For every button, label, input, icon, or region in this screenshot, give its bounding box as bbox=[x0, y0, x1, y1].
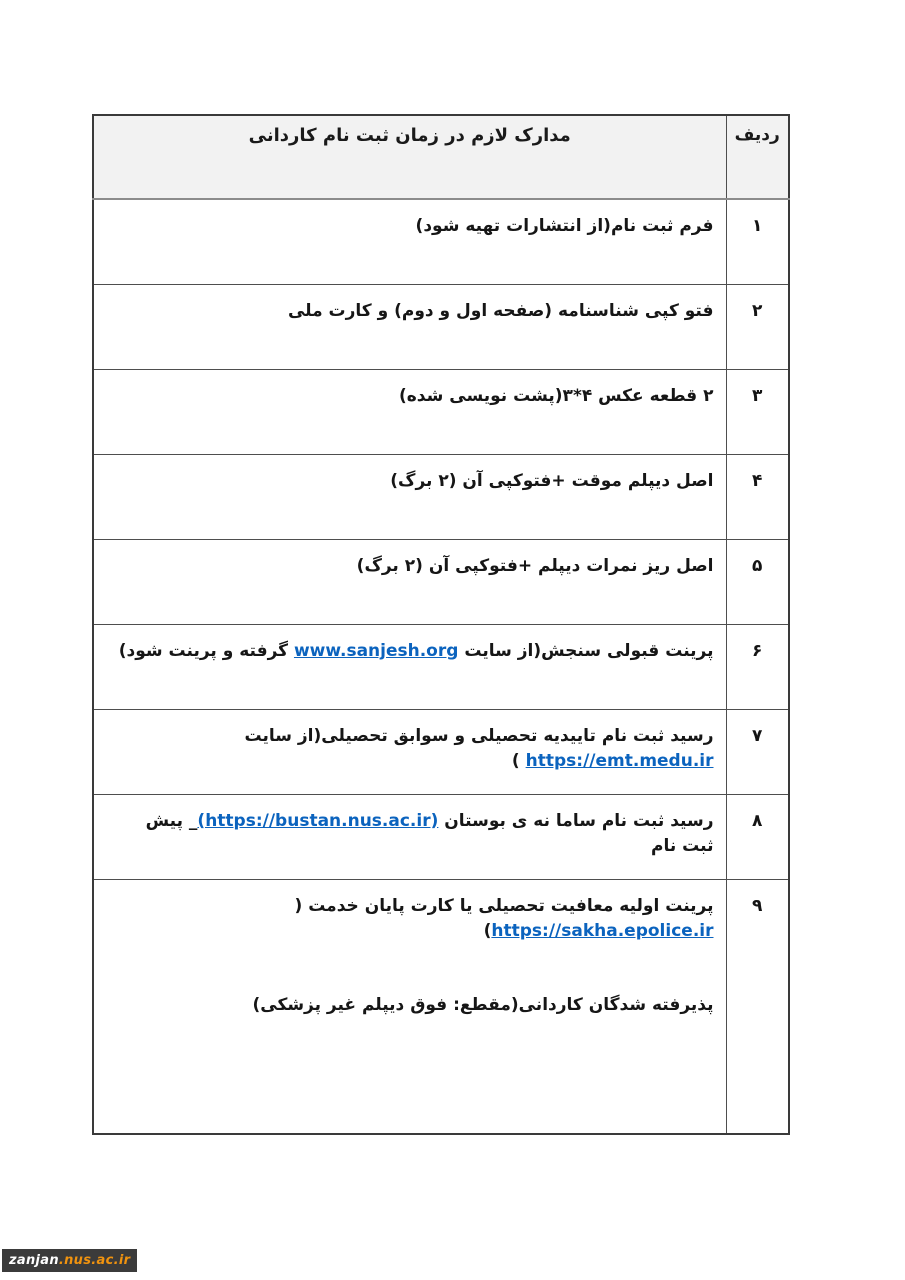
table-row bbox=[93, 369, 789, 454]
row-text bbox=[93, 879, 726, 1134]
row-text bbox=[93, 624, 726, 709]
row-text bbox=[93, 199, 726, 284]
row-number: ۲ bbox=[726, 284, 789, 369]
emt-medu-link[interactable]: https://emt.medu.ir bbox=[525, 751, 714, 771]
row-text-pre: رسید ثبت نام تاییدیه تحصیلی و سوابق تحصیلی(از سایت bbox=[244, 725, 714, 746]
table-row bbox=[93, 539, 789, 624]
row-text-line2: پذیرفته شدگان کاردانی(مقطع: فوق دیپلم غیر پزشکی) bbox=[252, 994, 714, 1015]
row-text bbox=[93, 454, 726, 539]
row-number: ۶ bbox=[726, 624, 789, 709]
header-documents-title: مدارک لازم در زمان ثبت نام کاردانی bbox=[93, 115, 726, 199]
table-header-row bbox=[93, 115, 789, 199]
row-text-pre: فتو کپی شناسنامه (صفحه اول و دوم) و کارت ملی bbox=[287, 300, 714, 321]
row-text-post: _ پیش ثبت نام bbox=[145, 810, 714, 856]
row-number: ۱ bbox=[726, 199, 789, 284]
table-row bbox=[93, 624, 789, 709]
required-documents-table bbox=[92, 114, 790, 1135]
row-number: ۹ bbox=[726, 879, 789, 1134]
row-number: ۷ bbox=[726, 709, 789, 794]
row-text-post: ) bbox=[511, 751, 526, 771]
header-row-number: ردیف bbox=[726, 115, 789, 199]
watermark-prefix: zanjan bbox=[9, 1253, 59, 1268]
row-text-pre: رسید ثبت نام ساما نه ی بوستان bbox=[438, 810, 714, 831]
table-row bbox=[93, 199, 789, 284]
row-text-pre: فرم ثبت نام(از انتشارات تهیه شود) bbox=[415, 216, 714, 236]
site-watermark bbox=[2, 1249, 137, 1272]
row-text bbox=[93, 539, 726, 624]
row-text-line1 bbox=[116, 894, 714, 945]
row-text-pre: اصل دیپلم موقت +فتوکپی آن (۲ برگ) bbox=[390, 470, 714, 491]
row-text-post: گرفته و پرینت شود) bbox=[118, 640, 294, 661]
row-text bbox=[93, 709, 726, 794]
row-number: ۵ bbox=[726, 539, 789, 624]
row-text-pre: ۲ قطعه عکس ۴*۳(پشت نویسی شده) bbox=[398, 385, 714, 406]
table-row bbox=[93, 709, 789, 794]
watermark-suffix: .nus.ac.ir bbox=[58, 1253, 131, 1268]
table-row bbox=[93, 879, 789, 1134]
row-number: ۳ bbox=[726, 369, 789, 454]
row-text bbox=[93, 369, 726, 454]
row-number: ۸ bbox=[726, 794, 789, 879]
table-row bbox=[93, 284, 789, 369]
row-text-pre: پرینت قبولی سنجش(از سایت bbox=[458, 640, 714, 661]
row-text bbox=[93, 794, 726, 879]
table-row bbox=[93, 454, 789, 539]
row-text-pre: پرینت اولیه معافیت تحصیلی یا کارت پایان خدمت ( bbox=[294, 895, 714, 916]
sanjesh-link[interactable]: www.sanjesh.org bbox=[293, 640, 459, 661]
sakha-epolice-link[interactable]: https://sakha.epolice.ir bbox=[491, 921, 714, 941]
row-text-post: ) bbox=[483, 921, 492, 941]
bustan-link[interactable]: (https://bustan.nus.ac.ir) bbox=[197, 810, 439, 831]
row-text-pre: اصل ریز نمرات دیپلم +فتوکپی آن (۲ برگ) bbox=[356, 555, 714, 576]
row-number: ۴ bbox=[726, 454, 789, 539]
table-row bbox=[93, 794, 789, 879]
row-text bbox=[93, 284, 726, 369]
